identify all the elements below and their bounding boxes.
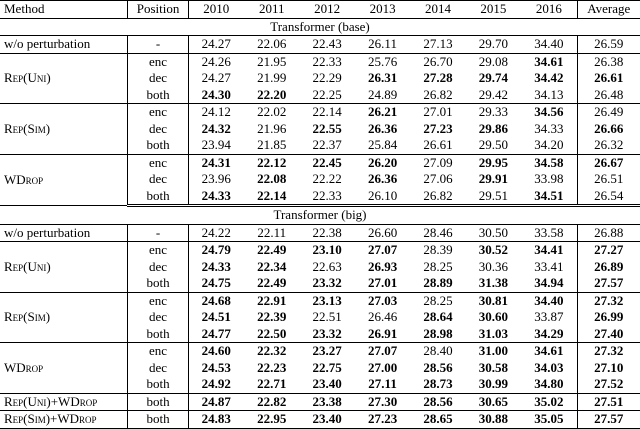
score-cell: 30.88 bbox=[466, 411, 521, 429]
section-title-row bbox=[0, 206, 640, 225]
method-label: Rep(Sim) bbox=[4, 309, 51, 324]
score-cell: 27.11 bbox=[368, 376, 397, 391]
score-cell: 29.70 bbox=[466, 36, 521, 54]
score-cell: 28.25 bbox=[423, 258, 453, 274]
score-cell: 22.14 bbox=[244, 188, 299, 206]
header-2015: 2015 bbox=[466, 1, 521, 19]
header-2016: 2016 bbox=[521, 1, 577, 19]
score-cell: 22.50 bbox=[257, 325, 287, 341]
average-cell: 26.88 bbox=[577, 224, 640, 242]
score-cell: 34.29 bbox=[521, 326, 577, 343]
score-cell: 24.87 bbox=[188, 393, 244, 411]
score-cell: 22.49 bbox=[257, 275, 287, 290]
score-cell: 34.20 bbox=[521, 137, 577, 154]
score-cell: 24.26 bbox=[188, 53, 244, 70]
position-cell: - bbox=[128, 224, 188, 242]
method-name bbox=[0, 224, 128, 242]
table-row bbox=[0, 36, 640, 54]
score-cell: 24.51 bbox=[201, 309, 231, 324]
score-cell: 30.52 bbox=[466, 242, 521, 259]
score-cell: 26.93 bbox=[367, 258, 398, 274]
score-cell: 30.65 bbox=[466, 393, 521, 411]
average-cell: 26.51 bbox=[594, 171, 624, 186]
score-cell: 26.10 bbox=[355, 188, 410, 206]
position-cell: enc bbox=[128, 104, 188, 121]
score-cell: 21.95 bbox=[244, 53, 299, 70]
method-label: w/o perturbation bbox=[4, 224, 91, 240]
score-cell: 28.39 bbox=[410, 242, 465, 259]
position-cell: enc bbox=[128, 343, 188, 360]
position-cell: both bbox=[128, 393, 188, 411]
score-cell: 23.40 bbox=[312, 376, 342, 391]
score-cell: 22.02 bbox=[244, 104, 299, 121]
header-average: Average bbox=[577, 1, 640, 19]
position-cell: enc bbox=[128, 154, 188, 171]
position-cell: enc bbox=[128, 53, 188, 70]
score-cell: 30.50 bbox=[466, 224, 521, 242]
score-cell: 34.94 bbox=[521, 275, 577, 292]
score-cell: 25.76 bbox=[355, 53, 410, 70]
score-cell: 22.55 bbox=[312, 120, 342, 136]
score-cell: 22.63 bbox=[312, 258, 342, 274]
score-cell: 24.60 bbox=[188, 343, 244, 360]
score-cell: 34.41 bbox=[521, 242, 577, 259]
position-cell: both bbox=[128, 376, 188, 393]
section-title: Transformer (big) bbox=[0, 206, 640, 225]
position-cell: enc bbox=[128, 242, 188, 259]
score-cell: 23.38 bbox=[299, 393, 354, 411]
score-cell: 22.33 bbox=[299, 188, 354, 206]
method-label: Rep(Uni)+WDrop bbox=[4, 393, 98, 409]
score-cell: 27.13 bbox=[410, 36, 465, 54]
average-cell: 26.32 bbox=[594, 137, 624, 152]
table-row bbox=[0, 393, 640, 411]
score-cell: 22.45 bbox=[299, 154, 354, 171]
score-cell: 26.36 bbox=[367, 171, 398, 186]
method-name bbox=[0, 53, 128, 104]
score-cell: 24.53 bbox=[201, 359, 231, 375]
method-label: WDrop bbox=[4, 359, 44, 375]
method-label: Rep(Sim)+WDrop bbox=[4, 411, 97, 426]
score-cell: 26.91 bbox=[367, 325, 398, 341]
average-cell: 26.59 bbox=[577, 36, 640, 54]
score-cell: 27.23 bbox=[423, 120, 453, 136]
method-name bbox=[0, 242, 128, 293]
score-cell: 30.36 bbox=[478, 258, 509, 274]
section-title-row bbox=[0, 18, 640, 36]
score-cell: 34.03 bbox=[521, 360, 577, 377]
score-cell: 27.03 bbox=[355, 292, 410, 309]
position-cell: both bbox=[128, 87, 188, 104]
score-cell: 27.01 bbox=[367, 275, 398, 290]
average-cell: 26.38 bbox=[577, 53, 640, 70]
score-cell: 22.32 bbox=[244, 343, 299, 360]
score-cell: 34.51 bbox=[521, 188, 577, 206]
score-cell: 29.74 bbox=[478, 70, 509, 85]
table-row bbox=[0, 53, 640, 70]
score-cell: 22.11 bbox=[244, 224, 299, 242]
method-name bbox=[0, 393, 128, 411]
score-cell: 27.09 bbox=[410, 154, 465, 171]
average-cell: 26.61 bbox=[594, 70, 624, 85]
table-row bbox=[0, 154, 640, 171]
position-cell: dec bbox=[128, 259, 188, 276]
score-cell: 28.25 bbox=[410, 292, 465, 309]
position-cell: dec bbox=[128, 121, 188, 138]
score-cell: 24.27 bbox=[188, 36, 244, 54]
table-row bbox=[0, 292, 640, 309]
score-cell: 26.11 bbox=[355, 36, 410, 54]
score-cell: 29.51 bbox=[466, 188, 521, 206]
average-cell: 26.99 bbox=[594, 309, 624, 324]
position-cell: both bbox=[128, 411, 188, 429]
score-cell: 29.86 bbox=[478, 120, 509, 136]
average-cell: 26.48 bbox=[594, 86, 624, 102]
score-cell: 33.98 bbox=[521, 171, 577, 188]
score-cell: 28.73 bbox=[423, 376, 453, 391]
score-cell: 24.27 bbox=[201, 70, 231, 85]
score-cell: 33.58 bbox=[521, 224, 577, 242]
score-cell: 28.64 bbox=[423, 309, 453, 324]
score-cell: 21.99 bbox=[257, 70, 287, 85]
score-cell: 34.80 bbox=[521, 376, 577, 393]
score-cell: 22.34 bbox=[257, 258, 287, 274]
score-cell: 25.84 bbox=[367, 137, 398, 152]
score-cell: 22.29 bbox=[312, 70, 342, 85]
score-cell: 23.13 bbox=[299, 292, 354, 309]
score-cell: 24.33 bbox=[188, 188, 244, 206]
position-cell: dec bbox=[128, 309, 188, 326]
score-cell: 28.56 bbox=[423, 359, 453, 375]
score-cell: 28.98 bbox=[423, 325, 453, 341]
score-cell: 22.33 bbox=[299, 53, 354, 70]
score-cell: 30.99 bbox=[478, 376, 509, 391]
header-2014: 2014 bbox=[410, 1, 465, 19]
score-cell: 31.38 bbox=[478, 275, 509, 290]
score-cell: 22.75 bbox=[312, 359, 342, 375]
score-cell: 29.42 bbox=[478, 86, 509, 102]
method-name bbox=[0, 292, 128, 343]
score-cell: 27.28 bbox=[423, 70, 453, 85]
score-cell: 30.81 bbox=[466, 292, 521, 309]
method-label: w/o perturbation bbox=[4, 36, 91, 51]
score-cell: 26.82 bbox=[410, 188, 465, 206]
average-cell: 26.49 bbox=[577, 104, 640, 121]
score-cell: 27.07 bbox=[355, 242, 410, 259]
score-cell: 24.77 bbox=[201, 325, 231, 341]
average-cell: 27.32 bbox=[577, 343, 640, 360]
score-cell: 31.00 bbox=[466, 343, 521, 360]
score-cell: 26.20 bbox=[355, 154, 410, 171]
position-cell: dec bbox=[128, 70, 188, 87]
table-row bbox=[0, 224, 640, 242]
score-cell: 24.22 bbox=[188, 224, 244, 242]
score-cell: 35.05 bbox=[521, 411, 577, 429]
method-label: Rep(Sim) bbox=[4, 120, 51, 136]
table-row bbox=[0, 343, 640, 360]
header-2012: 2012 bbox=[299, 1, 354, 19]
score-cell: 28.56 bbox=[410, 393, 465, 411]
method-label: WDrop bbox=[4, 171, 44, 187]
score-cell: 23.40 bbox=[299, 411, 354, 429]
score-cell: 26.31 bbox=[367, 70, 398, 85]
score-cell: 34.42 bbox=[521, 70, 577, 87]
table-row bbox=[0, 242, 640, 259]
score-cell: 30.60 bbox=[478, 309, 509, 324]
table-body bbox=[0, 1, 640, 429]
section-title: Transformer (base) bbox=[0, 18, 640, 36]
method-name bbox=[0, 104, 128, 155]
score-cell: 26.70 bbox=[410, 53, 465, 70]
header-2010: 2010 bbox=[188, 1, 244, 19]
average-cell: 27.52 bbox=[594, 376, 624, 391]
score-cell: 22.51 bbox=[312, 309, 342, 324]
score-cell: 28.46 bbox=[410, 224, 465, 242]
score-cell: 23.32 bbox=[312, 325, 342, 341]
position-cell: both bbox=[128, 326, 188, 343]
score-cell: 28.65 bbox=[410, 411, 465, 429]
method-name bbox=[0, 36, 128, 54]
score-cell: 27.00 bbox=[367, 359, 398, 375]
score-cell: 30.58 bbox=[478, 359, 509, 375]
header-row bbox=[0, 1, 640, 19]
average-cell: 26.54 bbox=[577, 188, 640, 206]
score-cell: 29.50 bbox=[478, 137, 509, 152]
score-cell: 26.46 bbox=[367, 309, 398, 324]
score-cell: 24.32 bbox=[201, 120, 231, 136]
score-cell: 22.82 bbox=[244, 393, 299, 411]
method-label: Rep(Uni) bbox=[4, 70, 51, 85]
header-2011: 2011 bbox=[244, 1, 299, 19]
score-cell: 29.91 bbox=[478, 171, 509, 186]
score-cell: 23.27 bbox=[299, 343, 354, 360]
score-cell: 22.08 bbox=[257, 171, 287, 186]
score-cell: 29.33 bbox=[466, 104, 521, 121]
score-cell: 24.92 bbox=[201, 376, 231, 391]
score-cell: 24.68 bbox=[188, 292, 244, 309]
score-cell: 22.43 bbox=[299, 36, 354, 54]
score-cell: 34.58 bbox=[521, 154, 577, 171]
score-cell: 24.30 bbox=[201, 86, 231, 102]
position-cell: both bbox=[128, 188, 188, 206]
score-cell: 23.32 bbox=[312, 275, 342, 290]
score-cell: 23.10 bbox=[299, 242, 354, 259]
score-cell: 22.39 bbox=[257, 309, 287, 324]
average-cell: 27.40 bbox=[594, 325, 624, 341]
score-cell: 27.23 bbox=[355, 411, 410, 429]
header-2013: 2013 bbox=[355, 1, 410, 19]
score-cell: 22.12 bbox=[244, 154, 299, 171]
average-cell: 27.10 bbox=[594, 359, 624, 375]
score-cell: 33.41 bbox=[521, 259, 577, 276]
score-cell: 34.40 bbox=[521, 292, 577, 309]
average-cell: 26.67 bbox=[577, 154, 640, 171]
table-row bbox=[0, 104, 640, 121]
score-cell: 24.75 bbox=[201, 275, 231, 290]
score-cell: 21.85 bbox=[257, 137, 287, 152]
header-position: Position bbox=[128, 1, 188, 19]
score-cell: 22.23 bbox=[257, 359, 287, 375]
score-cell: 33.87 bbox=[521, 309, 577, 326]
score-cell: 34.13 bbox=[521, 87, 577, 104]
score-cell: 22.95 bbox=[244, 411, 299, 429]
average-cell: 27.57 bbox=[594, 275, 624, 290]
score-cell: 26.61 bbox=[423, 137, 453, 152]
method-name bbox=[0, 343, 128, 394]
score-cell: 27.01 bbox=[410, 104, 465, 121]
average-cell: 27.57 bbox=[577, 411, 640, 429]
score-cell: 22.71 bbox=[257, 376, 287, 391]
average-cell: 27.32 bbox=[577, 292, 640, 309]
score-cell: 22.25 bbox=[312, 86, 342, 102]
score-cell: 28.40 bbox=[410, 343, 465, 360]
score-cell: 34.61 bbox=[521, 53, 577, 70]
position-cell: dec bbox=[128, 171, 188, 188]
score-cell: 24.79 bbox=[188, 242, 244, 259]
score-cell: 22.38 bbox=[299, 224, 354, 242]
score-cell: 26.82 bbox=[423, 86, 453, 102]
score-cell: 23.96 bbox=[201, 171, 231, 186]
position-cell: enc bbox=[128, 292, 188, 309]
score-cell: 34.61 bbox=[521, 343, 577, 360]
average-cell: 26.89 bbox=[594, 258, 624, 274]
score-cell: 34.33 bbox=[521, 121, 577, 138]
score-cell: 23.94 bbox=[201, 137, 231, 152]
score-cell: 21.96 bbox=[257, 120, 287, 136]
score-cell: 22.22 bbox=[312, 171, 342, 186]
score-cell: 34.40 bbox=[521, 36, 577, 54]
score-cell: 31.03 bbox=[478, 325, 509, 341]
score-cell: 24.31 bbox=[188, 154, 244, 171]
method-name bbox=[0, 154, 128, 206]
score-cell: 24.33 bbox=[201, 258, 231, 274]
score-cell: 26.21 bbox=[355, 104, 410, 121]
score-cell: 24.83 bbox=[188, 411, 244, 429]
score-cell: 24.12 bbox=[188, 104, 244, 121]
score-cell: 35.02 bbox=[521, 393, 577, 411]
position-cell: both bbox=[128, 275, 188, 292]
method-label: Rep(Uni) bbox=[4, 258, 51, 274]
score-cell: 27.07 bbox=[355, 343, 410, 360]
average-cell: 27.51 bbox=[577, 393, 640, 411]
average-cell: 27.27 bbox=[577, 242, 640, 259]
table-row bbox=[0, 411, 640, 429]
score-cell: 28.89 bbox=[423, 275, 453, 290]
score-cell: 22.37 bbox=[312, 137, 342, 152]
position-cell: - bbox=[128, 36, 188, 54]
score-cell: 29.08 bbox=[466, 53, 521, 70]
method-name bbox=[0, 411, 128, 429]
score-cell: 34.56 bbox=[521, 104, 577, 121]
average-cell: 26.66 bbox=[594, 120, 624, 136]
score-cell: 22.49 bbox=[244, 242, 299, 259]
score-cell: 26.60 bbox=[355, 224, 410, 242]
score-cell: 29.95 bbox=[466, 154, 521, 171]
score-cell: 27.06 bbox=[423, 171, 453, 186]
score-cell: 22.91 bbox=[244, 292, 299, 309]
position-cell: both bbox=[128, 137, 188, 154]
score-cell: 26.36 bbox=[367, 120, 398, 136]
position-cell: dec bbox=[128, 360, 188, 377]
score-cell: 24.89 bbox=[367, 86, 398, 102]
score-cell: 22.20 bbox=[257, 86, 287, 102]
score-cell: 22.14 bbox=[299, 104, 354, 121]
header-method: Method bbox=[0, 1, 128, 19]
score-cell: 27.30 bbox=[355, 393, 410, 411]
score-cell: 22.06 bbox=[244, 36, 299, 54]
